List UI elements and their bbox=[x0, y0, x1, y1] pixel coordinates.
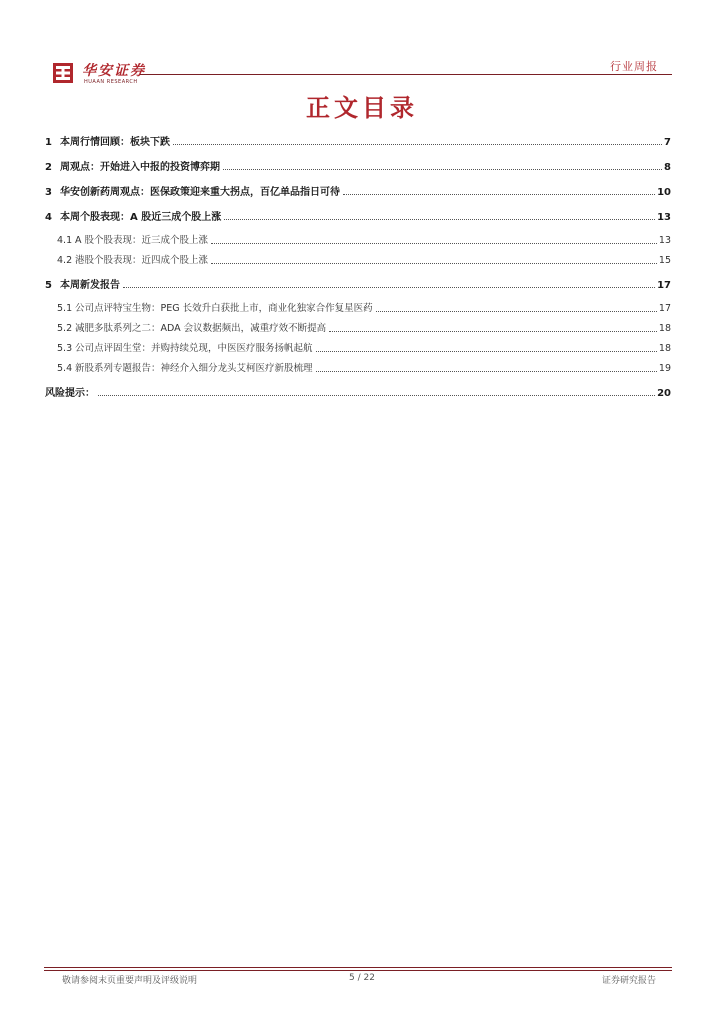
huaan-logo-icon bbox=[52, 62, 74, 84]
toc-dot-leader bbox=[316, 351, 657, 352]
toc-dot-leader bbox=[329, 331, 657, 332]
toc-dot-leader bbox=[173, 144, 662, 145]
brand-name-en: HUAAN RESEARCH bbox=[84, 79, 138, 85]
toc-entry[interactable] bbox=[45, 206, 671, 229]
footer-rule-top bbox=[44, 967, 672, 968]
toc-entry-number: 4 bbox=[45, 212, 52, 223]
toc-subentry[interactable] bbox=[45, 251, 671, 271]
toc-entry-title: 公司点评特宝生物：PEG 长效升白获批上市，商业化独家合作复星医药 bbox=[75, 303, 373, 314]
brand-name-cn: 华安证券 bbox=[82, 63, 146, 79]
footer-disclaimer: 敬请参阅末页重要声明及评级说明 bbox=[62, 976, 198, 986]
toc-entry-page: 18 bbox=[658, 343, 671, 354]
toc-entry-title: 周观点：开始进入中报的投资博弈期 bbox=[60, 162, 220, 173]
toc-entry-number: 5.3 bbox=[57, 343, 73, 354]
toc-dot-leader bbox=[316, 371, 657, 372]
toc-entry-number: 1 bbox=[45, 137, 52, 148]
toc-dot-leader bbox=[211, 263, 657, 264]
toc-entry-page: 19 bbox=[658, 363, 671, 374]
toc-entry-number: 3 bbox=[45, 187, 52, 198]
toc-dot-leader bbox=[223, 169, 662, 170]
toc-entry-number: 5.1 bbox=[57, 303, 73, 314]
toc-entry[interactable] bbox=[45, 131, 671, 154]
toc-dot-leader bbox=[98, 395, 655, 396]
toc-entry[interactable] bbox=[45, 156, 671, 179]
report-type-label: 行业周报 bbox=[610, 60, 658, 73]
toc-entry[interactable] bbox=[45, 274, 671, 297]
page-number: 5 / 22 bbox=[349, 973, 375, 983]
toc-entry-page: 20 bbox=[657, 388, 671, 399]
toc-dot-leader bbox=[376, 311, 657, 312]
toc-entry-title: 本周新发报告 bbox=[60, 280, 120, 291]
footer-rule-bottom bbox=[44, 970, 672, 971]
toc-entry-number: 2 bbox=[45, 162, 52, 173]
toc-entry-page: 13 bbox=[658, 235, 671, 246]
toc-entry-page: 8 bbox=[664, 162, 671, 173]
page-header bbox=[44, 52, 672, 92]
toc-subentry[interactable] bbox=[45, 231, 671, 251]
toc-dot-leader bbox=[123, 287, 655, 288]
toc-entry-number: 4.1 bbox=[57, 235, 73, 246]
toc-subentry[interactable] bbox=[45, 299, 671, 319]
toc-entry[interactable] bbox=[45, 382, 671, 405]
toc-entry-number: 5.4 bbox=[57, 363, 73, 374]
header-rule bbox=[140, 74, 672, 75]
toc-title: 正文目录 bbox=[306, 94, 418, 122]
toc-entry-title: A 股个股表现：近三成个股上涨 bbox=[75, 235, 209, 246]
toc-entry-page: 15 bbox=[658, 255, 671, 266]
toc-entry-number: 5.2 bbox=[57, 323, 73, 334]
toc-subentry[interactable] bbox=[45, 359, 671, 379]
toc-entry-number: 4.2 bbox=[57, 255, 73, 266]
toc-entry-title: 风险提示： bbox=[45, 388, 95, 399]
toc-entry-number: 5 bbox=[45, 280, 52, 291]
toc-subentry[interactable] bbox=[45, 339, 671, 359]
toc-entry-page: 17 bbox=[657, 280, 671, 291]
toc-entry-page: 13 bbox=[657, 212, 671, 223]
toc-entry-page: 7 bbox=[664, 137, 671, 148]
toc-entry-title: 公司点评固生堂：并购持续兑现，中医医疗服务扬帆起航 bbox=[75, 343, 313, 354]
toc-dot-leader bbox=[211, 243, 657, 244]
toc-entry-title: 本周个股表现：A 股近三成个股上涨 bbox=[60, 212, 222, 223]
toc-entry-title: 港股个股表现：近四成个股上涨 bbox=[75, 255, 209, 266]
toc-dot-leader bbox=[343, 194, 655, 195]
toc-entry-page: 17 bbox=[658, 303, 671, 314]
toc-entry[interactable] bbox=[45, 181, 671, 204]
toc-entry-title: 本周行情回顾：板块下跌 bbox=[60, 137, 170, 148]
toc-entry-title: 新股系列专题报告：神经介入细分龙头艾柯医疗新股梳理 bbox=[75, 363, 313, 374]
toc-subentry[interactable] bbox=[45, 319, 671, 339]
footer-doc-type: 证券研究报告 bbox=[601, 976, 656, 986]
toc-entry-title: 华安创新药周观点：医保政策迎来重大拐点，百亿单品指日可待 bbox=[60, 187, 340, 198]
toc-entry-page: 10 bbox=[657, 187, 671, 198]
table-of-contents bbox=[45, 131, 671, 407]
toc-entry-page: 18 bbox=[658, 323, 671, 334]
toc-dot-leader bbox=[224, 219, 655, 220]
toc-entry-title: 减肥多肽系列之二：ADA 会议数据频出，减重疗效不断提高 bbox=[75, 323, 327, 334]
